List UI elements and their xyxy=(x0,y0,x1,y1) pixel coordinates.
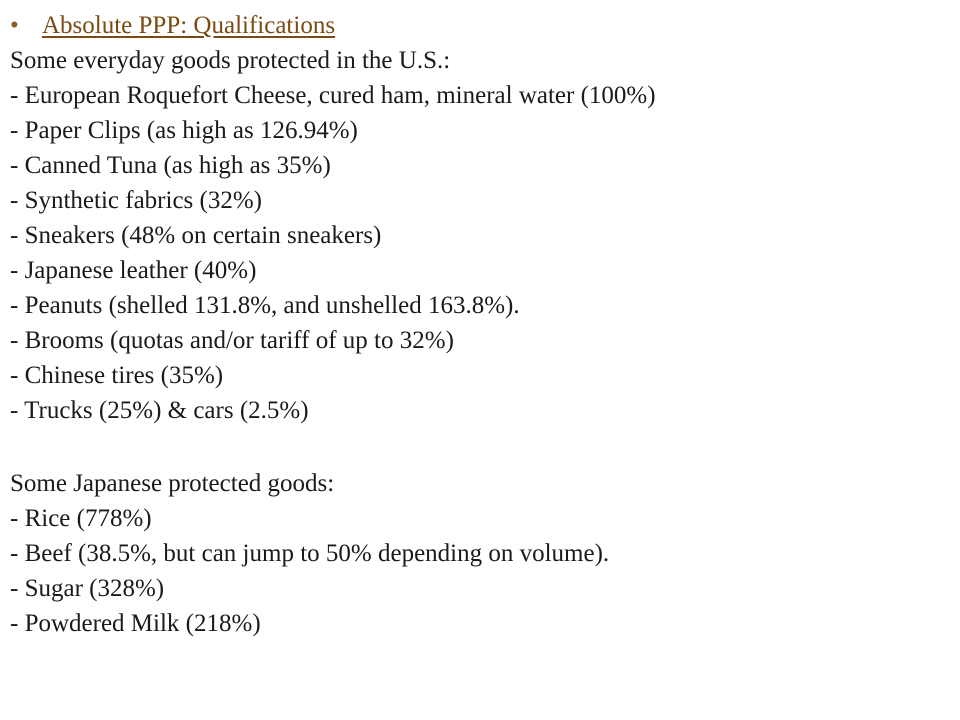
us-list-item: - Sneakers (48% on certain sneakers) xyxy=(10,222,382,249)
us-list-item: - Synthetic fabrics (32%) xyxy=(10,187,263,214)
us-list-item: - Chinese tires (35%) xyxy=(10,362,224,389)
japan-section-intro: Some Japanese protected goods: xyxy=(10,470,335,497)
us-list-item: - Paper Clips (as high as 126.94%) xyxy=(10,117,358,144)
heading-row xyxy=(10,8,950,43)
japan-list-item: - Rice (778%) xyxy=(10,505,152,532)
us-list-item: - Peanuts (shelled 131.8%, and unshelled 163.8%). xyxy=(10,292,520,319)
japan-list-item: - Powdered Milk (218%) xyxy=(10,610,261,637)
us-list-item: - Brooms (quotas and/or tariff of up to 32%) xyxy=(10,327,454,354)
section-spacer xyxy=(10,428,950,466)
us-list-item: - Canned Tuna (as high as 35%) xyxy=(10,152,331,179)
us-list-item: - European Roquefort Cheese, cured ham, mineral water (100%) xyxy=(10,82,656,109)
us-list-item: - Trucks (25%) & cars (2.5%) xyxy=(10,397,309,424)
us-section-intro: Some everyday goods protected in the U.S.: xyxy=(10,47,451,74)
japan-list-item: - Sugar (328%) xyxy=(10,575,165,602)
bullet-icon: • xyxy=(10,12,19,39)
us-list-item: - Japanese leather (40%) xyxy=(10,257,257,284)
slide-content xyxy=(10,8,950,641)
heading-link[interactable]: Absolute PPP: Qualifications xyxy=(42,12,336,39)
japan-list-item: - Beef (38.5%, but can jump to 50% depending on volume). xyxy=(10,540,610,567)
